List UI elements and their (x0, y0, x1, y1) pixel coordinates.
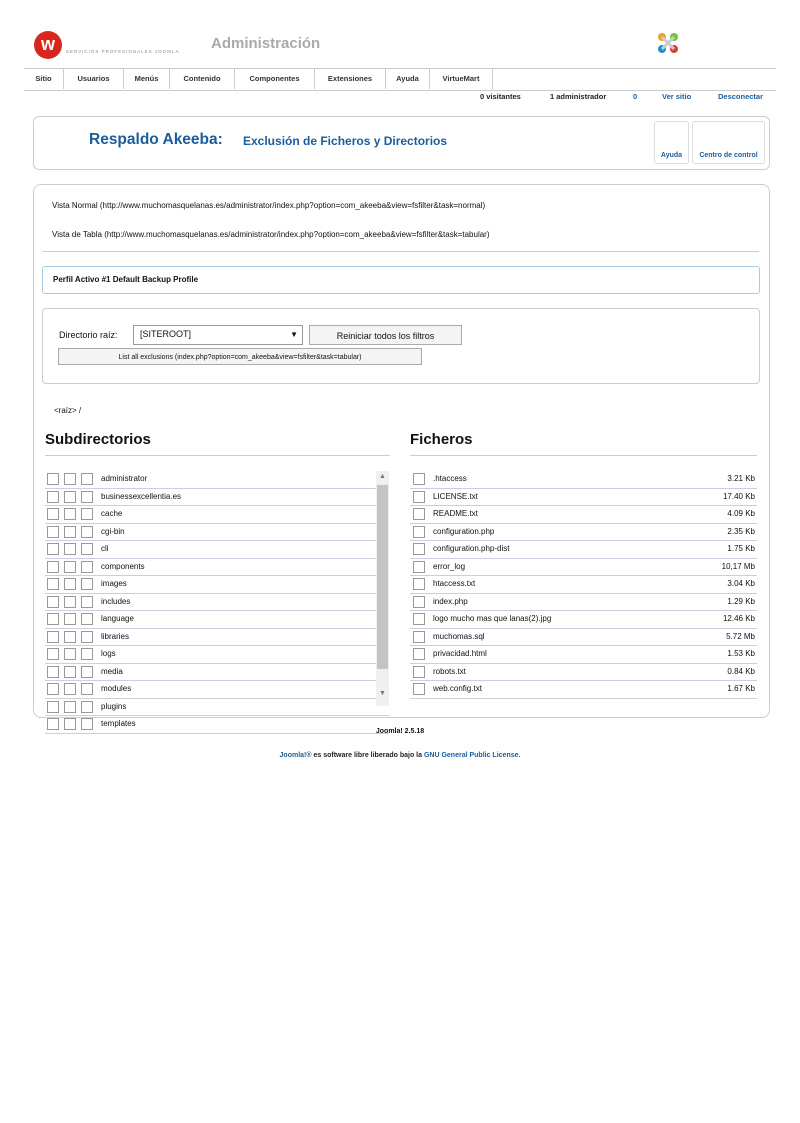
list-item (45, 646, 389, 664)
file-name: configuration.php-dist (433, 544, 510, 553)
skip-dir-checkbox[interactable] (64, 543, 76, 555)
messages-count[interactable]: 0 (633, 92, 638, 101)
list-item (410, 611, 757, 629)
exclude-file-checkbox[interactable] (413, 561, 425, 573)
joomla-logo-icon (655, 30, 681, 56)
breadcrumb[interactable]: <raíz> / (54, 406, 82, 415)
list-item (410, 576, 757, 594)
exclude-file-checkbox[interactable] (413, 666, 425, 678)
reset-filters-button[interactable]: Reiniciar todos los filtros (309, 325, 462, 345)
list-item (45, 699, 389, 717)
exclude-dir-checkbox[interactable] (47, 508, 59, 520)
file-name: muchomas.sql (433, 631, 485, 641)
component-subtitle: Exclusión de Ficheros y Directorios (243, 134, 448, 148)
admins-count: 1 administrador (550, 92, 607, 101)
file-name: README.txt (433, 509, 478, 518)
list-item (410, 594, 757, 612)
skip-dir-checkbox[interactable] (64, 631, 76, 643)
exclude-file-checkbox[interactable] (413, 648, 425, 660)
file-name: LICENSE.txt (433, 491, 478, 501)
subdirectories-list (45, 471, 389, 728)
exclude-dir-checkbox[interactable] (47, 648, 59, 660)
list-item (45, 681, 389, 699)
directory-name[interactable]: images (101, 579, 127, 588)
skip-dir-checkbox[interactable] (64, 666, 76, 678)
subdirectories-title: Subdirectorios (45, 431, 151, 448)
list-item (410, 559, 757, 577)
list-item (45, 489, 389, 507)
skip-dir-checkbox[interactable] (64, 473, 76, 485)
directory-name[interactable]: templates (101, 719, 136, 728)
root-directory-label: Directorio raíz: (59, 330, 118, 340)
list-item (410, 471, 757, 489)
main-menu-bar (24, 68, 776, 91)
exclude-dir-checkbox[interactable] (47, 596, 59, 608)
active-profile-text: Perfil Activo #1 Default Backup Profile (53, 275, 199, 284)
file-name: error_log (433, 561, 466, 571)
directory-name[interactable]: administrator (101, 474, 148, 483)
exclude-file-checkbox[interactable] (413, 683, 425, 695)
active-profile-box (42, 266, 760, 294)
exclude-dir-checkbox[interactable] (47, 543, 59, 555)
list-item (45, 541, 389, 559)
file-size: 10,17 Mb (721, 561, 755, 571)
root-directory-value: [SITEROOT] (140, 329, 192, 339)
directory-name[interactable]: cgi-bin (101, 526, 125, 536)
files-list (410, 471, 757, 699)
menu-menus[interactable]: Menús (124, 69, 170, 89)
exclude-file-checkbox[interactable] (413, 578, 425, 590)
list-item (410, 681, 757, 699)
exclude-dir-checkbox[interactable] (47, 473, 59, 485)
list-item (410, 664, 757, 682)
directory-name[interactable]: logs (101, 649, 116, 658)
subdirectories-scrollbar[interactable] (376, 471, 389, 706)
list-item (410, 506, 757, 524)
skip-files-checkbox[interactable] (81, 666, 93, 678)
menu-ayuda[interactable]: Ayuda (386, 69, 430, 89)
skip-dir-checkbox[interactable] (64, 613, 76, 625)
list-item (45, 524, 389, 542)
root-directory-select[interactable] (133, 325, 303, 345)
directory-name[interactable]: cli (101, 544, 109, 553)
list-item (45, 471, 389, 489)
skip-files-checkbox[interactable] (81, 543, 93, 555)
skip-files-checkbox[interactable] (81, 508, 93, 520)
file-name: index.php (433, 596, 468, 606)
file-name: .htaccess (433, 474, 467, 483)
menu-sitio[interactable]: Sitio (24, 69, 64, 89)
visitors-count: 0 visitantes (480, 92, 521, 101)
exclude-dir-checkbox[interactable] (47, 683, 59, 695)
skip-files-checkbox[interactable] (81, 578, 93, 590)
exclude-dir-checkbox[interactable] (47, 701, 59, 713)
exclude-dir-checkbox[interactable] (47, 666, 59, 678)
scrollbar-thumb[interactable] (377, 485, 388, 669)
exclude-file-checkbox[interactable] (413, 613, 425, 625)
license-notice (0, 752, 800, 759)
list-item (45, 576, 389, 594)
list-item (410, 629, 757, 647)
directory-name[interactable]: modules (101, 684, 132, 693)
skip-dir-checkbox[interactable] (64, 596, 76, 608)
scroll-up-icon[interactable]: ▲ (379, 473, 386, 480)
skip-dir-checkbox[interactable] (64, 561, 76, 573)
exclude-dir-checkbox[interactable] (47, 578, 59, 590)
normal-view-link[interactable]: Vista Normal (http://www.muchomasquelanas.es/administrator/index.php?option=com_akeeba&view=fsfilter&task=normal) (52, 201, 486, 210)
exclude-file-checkbox[interactable] (413, 631, 425, 643)
exclude-file-checkbox[interactable] (413, 596, 425, 608)
file-size: 4.09 Kb (727, 509, 755, 518)
directory-name[interactable]: cache (101, 509, 123, 518)
file-name: htaccess.txt (433, 579, 476, 588)
menu-usuarios[interactable]: Usuarios (64, 69, 124, 89)
joomla-version: Joomla! 2.5.18 (375, 728, 425, 735)
exclude-file-checkbox[interactable] (413, 473, 425, 485)
scroll-down-icon[interactable]: ▼ (379, 690, 386, 697)
list-item (45, 506, 389, 524)
view-site-link[interactable]: Ver sitio (662, 92, 692, 101)
skip-files-checkbox[interactable] (81, 526, 93, 538)
directory-name[interactable]: includes (101, 596, 131, 606)
file-size: 5.72 Mb (726, 631, 755, 641)
chevron-down-icon: ▼ (290, 330, 298, 339)
file-size: 2.35 Kb (727, 526, 755, 536)
list-item (410, 524, 757, 542)
exclude-file-checkbox[interactable] (413, 543, 425, 555)
control-center-button[interactable] (692, 121, 765, 164)
site-logo: w (34, 31, 62, 59)
skip-dir-checkbox[interactable] (64, 491, 76, 503)
file-size: 17.40 Kb (722, 491, 755, 501)
skip-dir-checkbox[interactable] (64, 683, 76, 695)
file-name: privacidad.html (433, 649, 487, 658)
list-item (45, 594, 389, 612)
exclude-file-checkbox[interactable] (413, 508, 425, 520)
file-size: 3.04 Kb (727, 579, 755, 588)
list-item (45, 559, 389, 577)
list-item (410, 646, 757, 664)
directory-name[interactable]: libraries (101, 631, 130, 641)
tabular-view-link[interactable]: Vista de Tabla (http://www.muchomasquelanas.es/administrator/index.php?option=com_akeeba&view=fsfilter&task=tabular) (52, 230, 490, 239)
list-all-exclusions-button[interactable]: List all exclusions (index.php?option=com_akeeba&view=fsfilter&task=tabular) (58, 348, 422, 365)
skip-dir-checkbox[interactable] (64, 648, 76, 660)
divider (45, 455, 390, 456)
divider (42, 251, 759, 252)
exclude-dir-checkbox[interactable] (47, 561, 59, 573)
file-name: configuration.php (433, 526, 495, 536)
file-name: logo mucho mas que lanas(2).jpg (433, 614, 552, 623)
skip-files-checkbox[interactable] (81, 473, 93, 485)
files-title: Ficheros (410, 431, 473, 448)
skip-dir-checkbox[interactable] (64, 526, 76, 538)
exclude-file-checkbox[interactable] (413, 526, 425, 538)
exclude-dir-checkbox[interactable] (47, 491, 59, 503)
skip-dir-checkbox[interactable] (64, 508, 76, 520)
skip-dir-checkbox[interactable] (64, 701, 76, 713)
skip-files-checkbox[interactable] (81, 648, 93, 660)
control-center-label: Centro de control (699, 152, 758, 159)
filter-box (42, 308, 760, 384)
component-title: Respaldo Akeeba: (89, 131, 223, 148)
skip-files-checkbox[interactable] (81, 613, 93, 625)
file-size: 0.84 Kb (727, 666, 755, 676)
help-button[interactable] (654, 121, 689, 164)
skip-dir-checkbox[interactable] (64, 578, 76, 590)
logo-tagline: SERVICIOS PROFESIONALES JOOMLA (66, 49, 180, 54)
skip-files-checkbox[interactable] (81, 683, 93, 695)
list-item (45, 611, 389, 629)
menu-contenido[interactable]: Contenido (170, 69, 235, 89)
gpl-link[interactable]: GNU General Public License. (423, 752, 521, 759)
file-name: web.config.txt (433, 684, 482, 693)
exclude-file-checkbox[interactable] (413, 491, 425, 503)
file-size: 3.21 Kb (727, 474, 755, 483)
exclude-dir-checkbox[interactable] (47, 526, 59, 538)
list-item (45, 664, 389, 682)
menu-componentes[interactable]: Componentes (235, 69, 315, 89)
file-size: 1.53 Kb (727, 649, 755, 658)
skip-files-checkbox[interactable] (81, 701, 93, 713)
directory-name[interactable]: language (101, 614, 134, 623)
skip-files-checkbox[interactable] (81, 596, 93, 608)
list-item (45, 629, 389, 647)
file-size: 1.29 Kb (727, 596, 755, 606)
list-item (410, 541, 757, 559)
license-text: es software libre liberado bajo la (311, 752, 424, 759)
directory-name[interactable]: components (101, 561, 145, 571)
directory-name[interactable]: plugins (101, 701, 127, 711)
page-title: Administración (211, 35, 321, 52)
skip-files-checkbox[interactable] (81, 491, 93, 503)
menu-extensiones[interactable]: Extensiones (315, 69, 386, 89)
file-size: 1.67 Kb (727, 684, 755, 693)
help-button-label: Ayuda (660, 152, 683, 159)
file-name: robots.txt (433, 666, 466, 676)
list-item (410, 489, 757, 507)
joomla-link[interactable]: Joomla!® (279, 752, 312, 759)
directory-name[interactable]: businessexcellentia.es (101, 491, 182, 501)
file-size: 12.46 Kb (722, 614, 755, 623)
directory-name[interactable]: media (101, 666, 123, 676)
divider (410, 455, 757, 456)
logout-link[interactable]: Desconectar (718, 92, 764, 101)
skip-files-checkbox[interactable] (81, 631, 93, 643)
skip-files-checkbox[interactable] (81, 561, 93, 573)
menu-virtuemart[interactable]: VirtueMart (430, 69, 493, 89)
exclude-dir-checkbox[interactable] (47, 631, 59, 643)
file-size: 1.75 Kb (727, 544, 755, 553)
exclude-dir-checkbox[interactable] (47, 613, 59, 625)
